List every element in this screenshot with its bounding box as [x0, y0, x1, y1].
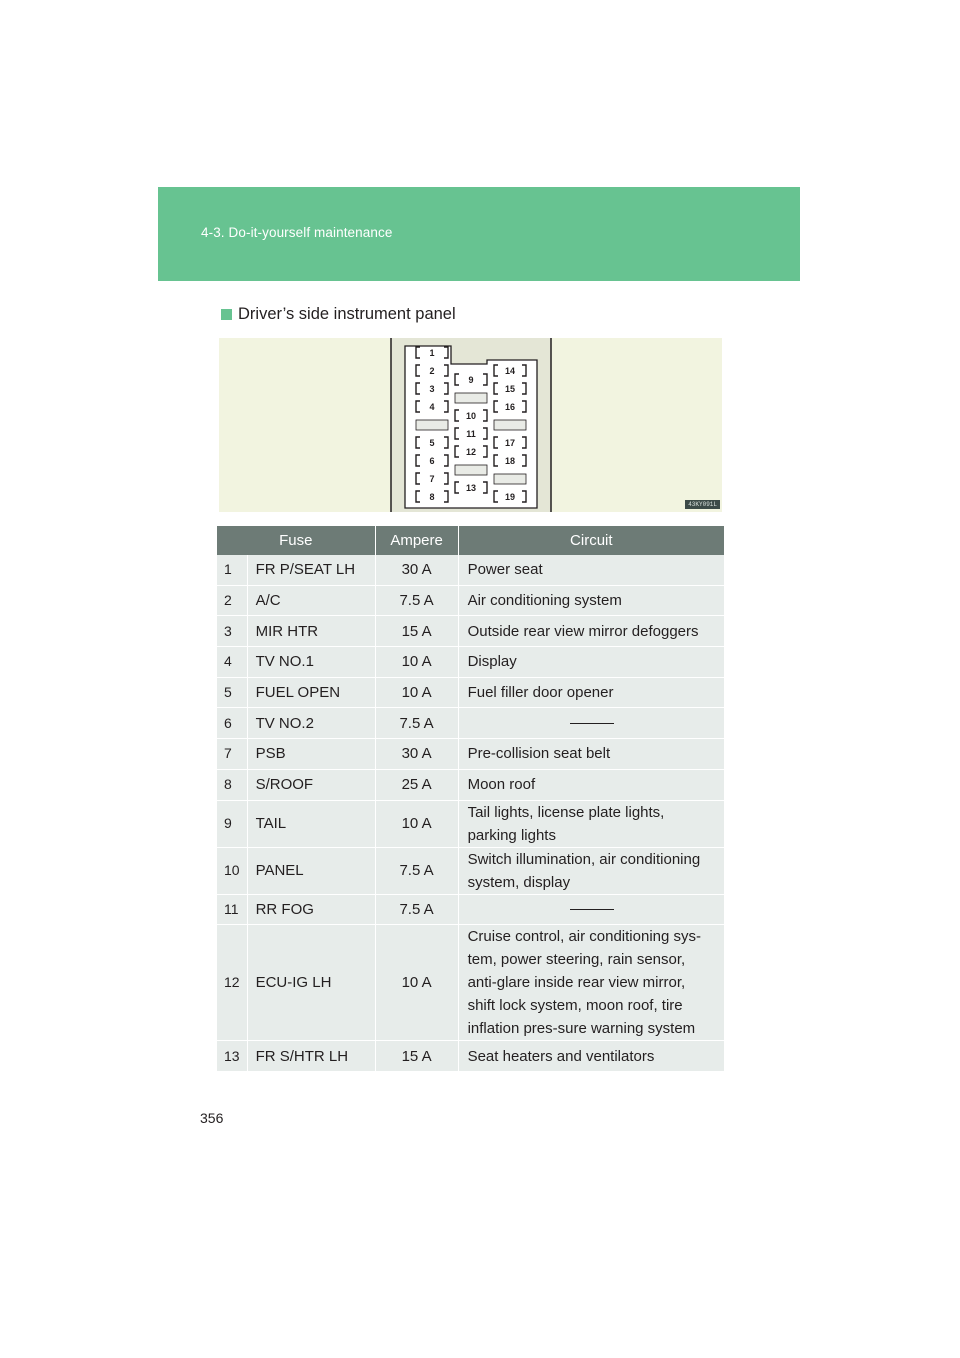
- fuse-ampere: 7.5 A: [375, 847, 458, 894]
- fuse-number: 13: [217, 1041, 247, 1072]
- fuse-slot-label: 13: [465, 483, 477, 493]
- section-heading: [221, 305, 456, 324]
- table-row: [217, 925, 724, 1041]
- page-number: 356: [200, 1110, 224, 1126]
- empty-fuse-slot: [416, 420, 448, 430]
- fuse-number: 4: [217, 647, 247, 678]
- fuse-slot-label: 10: [465, 411, 477, 421]
- fuse-number: 9: [217, 800, 247, 847]
- table-row: [217, 555, 724, 585]
- fuse-circuit: Pre-collision seat belt: [458, 739, 724, 770]
- table-row: [217, 769, 724, 800]
- no-circuit-dash: [570, 723, 614, 724]
- fuse-name: TV NO.2: [247, 708, 375, 739]
- fuse-ampere: 7.5 A: [375, 585, 458, 616]
- fuse-number: 7: [217, 739, 247, 770]
- section-title: 4-3. Do-it-yourself maintenance: [201, 225, 393, 240]
- square-bullet-icon: [221, 309, 232, 320]
- fuse-circuit: Outside rear view mirror defoggers: [458, 616, 724, 647]
- fuse-slot-label: 11: [466, 429, 476, 439]
- fuse-ampere: 7.5 A: [375, 708, 458, 739]
- table-row: [217, 1041, 724, 1072]
- fuse-slot-label: 9: [468, 375, 474, 385]
- fuse-slot-label: 18: [504, 456, 516, 466]
- table-header-row: [217, 526, 724, 555]
- table-row: [217, 585, 724, 616]
- fuse-name: MIR HTR: [247, 616, 375, 647]
- fuse-number: 5: [217, 677, 247, 708]
- empty-fuse-slot: [494, 474, 526, 484]
- fuse-slot-label: 14: [504, 366, 516, 376]
- fuse-name: FUEL OPEN: [247, 677, 375, 708]
- fuse-slot-label: 1: [429, 348, 435, 358]
- fuse-ampere: 10 A: [375, 647, 458, 678]
- fuse-ampere: 25 A: [375, 769, 458, 800]
- table-row: [217, 800, 724, 847]
- fuse-name: PANEL: [247, 847, 375, 894]
- table-row: [217, 708, 724, 739]
- fuse-circuit: Fuel filler door opener: [458, 677, 724, 708]
- fuse-name: FR P/SEAT LH: [247, 555, 375, 585]
- section-heading-text: Driver’s side instrument panel: [238, 305, 456, 323]
- table-row: [217, 677, 724, 708]
- header-circuit: Circuit: [458, 526, 724, 555]
- fuse-circuit: Power seat: [458, 555, 724, 585]
- header-band: [158, 187, 800, 281]
- fuse-circuit: Switch illumination, air conditioning system, display: [458, 847, 724, 894]
- fuse-slot-label: 16: [504, 402, 516, 412]
- fuse-name: S/ROOF: [247, 769, 375, 800]
- header-fuse: Fuse: [217, 526, 375, 555]
- fuse-number: 3: [217, 616, 247, 647]
- fuse-table: [217, 526, 724, 1072]
- fuse-circuit: Cruise control, air conditioning sys-tem, power steering, rain sensor, anti-glare inside rear view mirror, shift lock system, moon roof, tire inflation pres-sure warning system: [458, 925, 724, 1041]
- fuse-slot-label: 15: [504, 384, 516, 394]
- fuse-slot-label: 3: [429, 384, 435, 394]
- fuse-number: 8: [217, 769, 247, 800]
- fuse-slot-label: 5: [429, 438, 435, 448]
- fuse-slot-label: 4: [429, 402, 435, 412]
- fuse-slot-label: 6: [429, 456, 435, 466]
- fuse-number: 10: [217, 847, 247, 894]
- fuse-number: 11: [217, 894, 247, 925]
- header-ampere: Ampere: [375, 526, 458, 555]
- fuse-ampere: 10 A: [375, 800, 458, 847]
- fuse-slot-label: 8: [429, 492, 435, 502]
- fuse-box-diagram: [219, 338, 722, 512]
- fuse-name: A/C: [247, 585, 375, 616]
- empty-fuse-slot: [494, 420, 526, 430]
- table-row: [217, 739, 724, 770]
- fuse-slot-label: 12: [465, 447, 477, 457]
- fuse-ampere: 30 A: [375, 555, 458, 585]
- fuse-circuit: Tail lights, license plate lights, parking lights: [458, 800, 724, 847]
- fuse-box-illustration: [219, 338, 722, 512]
- fuse-circuit: Moon roof: [458, 769, 724, 800]
- empty-fuse-slot: [455, 465, 487, 475]
- fuse-ampere: 7.5 A: [375, 894, 458, 925]
- fuse-slot-label: 2: [429, 366, 435, 376]
- table-row: [217, 894, 724, 925]
- fuse-number: 1: [217, 555, 247, 585]
- fuse-circuit: Air conditioning system: [458, 585, 724, 616]
- empty-fuse-slot: [455, 393, 487, 403]
- fuse-circuit: Seat heaters and ventilators: [458, 1041, 724, 1072]
- fuse-name: TV NO.1: [247, 647, 375, 678]
- fuse-name: ECU-IG LH: [247, 925, 375, 1041]
- fuse-ampere: 10 A: [375, 925, 458, 1041]
- table-row: [217, 616, 724, 647]
- no-circuit-dash: [570, 909, 614, 910]
- table-row: [217, 847, 724, 894]
- fuse-ampere: 30 A: [375, 739, 458, 770]
- fuse-name: RR FOG: [247, 894, 375, 925]
- diagram-code: 43KY091L: [685, 500, 720, 509]
- fuse-circuit: [458, 708, 724, 739]
- fuse-circuit: [458, 894, 724, 925]
- fuse-name: TAIL: [247, 800, 375, 847]
- fuse-circuit: Display: [458, 647, 724, 678]
- fuse-ampere: 15 A: [375, 616, 458, 647]
- fuse-slot-label: 17: [504, 438, 516, 448]
- table-row: [217, 647, 724, 678]
- fuse-number: 12: [217, 925, 247, 1041]
- fuse-name: PSB: [247, 739, 375, 770]
- fuse-ampere: 15 A: [375, 1041, 458, 1072]
- fuse-number: 6: [217, 708, 247, 739]
- fuse-number: 2: [217, 585, 247, 616]
- fuse-name: FR S/HTR LH: [247, 1041, 375, 1072]
- fuse-slot-label: 19: [504, 492, 516, 502]
- fuse-slot-label: 7: [429, 474, 435, 484]
- fuse-ampere: 10 A: [375, 677, 458, 708]
